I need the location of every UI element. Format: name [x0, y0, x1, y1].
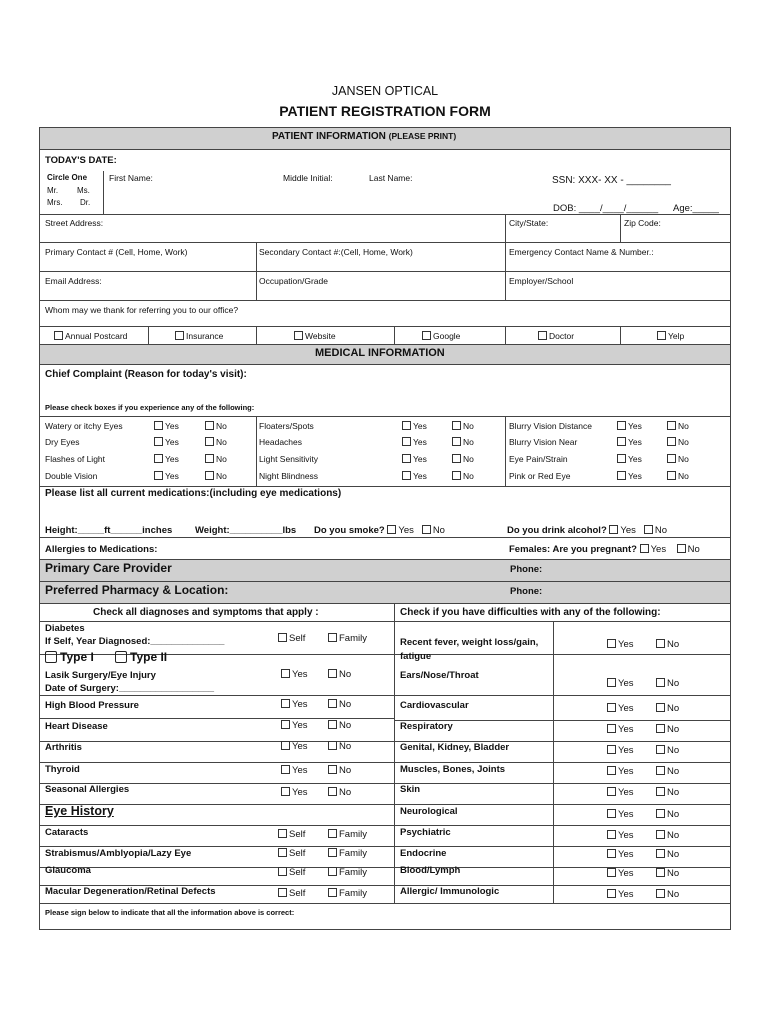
checkbox-icon [328, 633, 337, 642]
lasik-label: Lasik Surgery/Eye Injury [45, 670, 156, 681]
checkbox-icon [607, 868, 616, 877]
checkbox-icon [154, 421, 163, 430]
checkbox-icon [607, 849, 616, 858]
checkbox-icon [538, 331, 547, 340]
checkbox-icon [422, 525, 431, 534]
diabetes-self[interactable]: Self [278, 633, 305, 644]
smoke-question: Do you smoke? Yes No [314, 525, 445, 536]
middle-initial-field[interactable]: Middle Initial: [283, 173, 333, 183]
symptom-no-checkbox[interactable]: No [452, 454, 474, 465]
symptom-yes-checkbox[interactable]: Yes [617, 437, 642, 448]
diagnosis-label: Strabismus/Amblyopia/Lazy Eye [45, 848, 192, 859]
employer-field[interactable]: Employer/School [509, 276, 574, 286]
clinic-name: JANSEN OPTICAL [331, 84, 439, 98]
symptom-yes-checkbox[interactable]: Yes [154, 454, 179, 465]
checkbox-icon [205, 471, 214, 480]
diabetes-family[interactable]: Family [328, 633, 367, 644]
type1-option[interactable]: Type I [45, 651, 94, 663]
checkbox-icon [607, 889, 616, 898]
difficulty-label: Blood/Lymph [400, 865, 461, 876]
difficulty-no-checkbox[interactable]: No [656, 724, 679, 735]
checkbox-icon [278, 888, 287, 897]
difficulty-yes-checkbox[interactable]: Yes [607, 830, 634, 841]
checkbox-icon [278, 848, 287, 857]
difficulty-label: Ears/Nose/Throat [400, 670, 479, 681]
referral-google[interactable]: Google [422, 331, 460, 342]
difficulty-label: Genital, Kidney, Bladder [400, 742, 510, 753]
difficulty-yes-checkbox[interactable]: Yes [607, 678, 634, 689]
symptom-label: Dry Eyes [45, 437, 80, 447]
checkbox-icon [45, 651, 57, 663]
checkbox-icon [402, 437, 411, 446]
form-title: PATIENT REGISTRATION FORM [279, 103, 491, 119]
diagnosis-label: Cataracts [45, 827, 89, 838]
checkbox-icon [607, 703, 616, 712]
checkbox-icon [422, 331, 431, 340]
todays-date-label: TODAY'S DATE: [45, 155, 117, 166]
city-state-field[interactable]: City/State: [509, 218, 549, 228]
diagnosis-yes-checkbox[interactable]: Yes [281, 765, 308, 776]
checkbox-icon [278, 867, 287, 876]
difficulty-label: Psychiatric [400, 827, 451, 838]
checkbox-icon [656, 678, 665, 687]
lasik-yes[interactable]: Yes [281, 669, 308, 680]
checkbox-icon [617, 454, 626, 463]
eye-history-heading: Eye History [45, 804, 114, 818]
zip-code-field[interactable]: Zip Code: [624, 218, 661, 228]
alcohol-yes[interactable]: Yes [609, 525, 636, 536]
checkbox-icon [607, 766, 616, 775]
checkbox-icon [281, 669, 290, 678]
checkbox-icon [607, 809, 616, 818]
checkbox-icon [607, 724, 616, 733]
diabetes-label: Diabetes [45, 623, 85, 634]
checkbox-icon [667, 471, 676, 480]
checkbox-icon [656, 745, 665, 754]
symptom-label: Headaches [259, 437, 303, 447]
symptom-yes-checkbox[interactable]: Yes [154, 471, 179, 482]
diagnosis-self-checkbox[interactable]: Self [278, 848, 305, 859]
symptom-yes-checkbox[interactable]: Yes [154, 437, 179, 448]
difficulty-no-checkbox[interactable]: No [656, 703, 679, 714]
checkbox-icon [328, 669, 337, 678]
difficulty-yes-checkbox[interactable]: Yes [607, 787, 634, 798]
difficulty-no-checkbox[interactable]: No [656, 809, 679, 820]
checkbox-icon [656, 724, 665, 733]
diagnoses-header: Check all diagnoses and symptoms that apply : [93, 607, 319, 618]
checkbox-icon [609, 525, 618, 534]
checkbox-icon [281, 720, 290, 729]
checkbox-icon [402, 454, 411, 463]
diagnosis-label: Arthritis [45, 742, 82, 753]
pharmacy-phone-field[interactable]: Phone: [510, 586, 543, 597]
checkbox-icon [656, 766, 665, 775]
difficulty-yes-checkbox[interactable]: Yes [607, 703, 634, 714]
checkbox-icon [656, 787, 665, 796]
diagnosis-self-checkbox[interactable]: Self [278, 867, 305, 878]
email-field[interactable]: Email Address: [45, 276, 102, 286]
checkbox-icon [328, 720, 337, 729]
patient-info-title: PATIENT INFORMATION (PLEASE PRINT) [272, 131, 457, 142]
medical-info-title: MEDICAL INFORMATION [315, 347, 445, 359]
difficulty-label: Skin [400, 784, 421, 795]
occupation-field[interactable]: Occupation/Grade [259, 276, 328, 286]
checkbox-icon [607, 745, 616, 754]
difficulty-yes-checkbox[interactable]: Yes [607, 745, 634, 756]
title-ms[interactable]: Ms. [77, 186, 90, 195]
diagnosis-yes-checkbox[interactable]: Yes [281, 741, 308, 752]
checkbox-icon [657, 331, 666, 340]
difficulty-no-checkbox[interactable]: No [656, 745, 679, 756]
symptom-yes-checkbox[interactable]: Yes [402, 437, 427, 448]
checkbox-icon [205, 421, 214, 430]
difficulty-yes-checkbox[interactable]: Yes [607, 766, 634, 777]
dob-field[interactable]: DOB: ____/____/______ [553, 203, 659, 214]
diagnosis-self-checkbox[interactable]: Self [278, 888, 305, 899]
diabetes-year-field[interactable]: If Self, Year Diagnosed:______________ [45, 636, 225, 647]
checkbox-icon [452, 437, 461, 446]
symptom-label: Watery or itchy Eyes [45, 421, 123, 431]
checkbox-icon [617, 421, 626, 430]
checkbox-icon [617, 471, 626, 480]
referral-yelp[interactable]: Yelp [657, 331, 684, 342]
difficulty-yes-checkbox[interactable]: Yes [607, 868, 634, 879]
checkbox-icon [667, 437, 676, 446]
checkbox-icon [452, 454, 461, 463]
difficulty-no-checkbox[interactable]: No [656, 868, 679, 879]
checkbox-icon [281, 787, 290, 796]
checkbox-icon [452, 471, 461, 480]
symptom-no-checkbox[interactable]: No [667, 437, 689, 448]
checkbox-icon [452, 421, 461, 430]
last-name-field[interactable]: Last Name: [369, 173, 413, 183]
emergency-contact-field[interactable]: Emergency Contact Name & Number.: [509, 247, 654, 257]
checkbox-icon [607, 787, 616, 796]
checkbox-icon [175, 331, 184, 340]
title-dr[interactable]: Dr. [80, 198, 91, 207]
difficulty-yes-checkbox[interactable]: Yes [607, 724, 634, 735]
referral-website[interactable]: Website [294, 331, 336, 342]
lasik-no[interactable]: No [328, 669, 351, 680]
difficulty-label: Muscles, Bones, Joints [400, 764, 506, 775]
checkbox-icon [328, 867, 337, 876]
checkbox-icon [667, 421, 676, 430]
diagnosis-label: Thyroid [45, 764, 80, 775]
primary-contact-field[interactable]: Primary Contact # (Cell, Home, Work) [45, 247, 188, 257]
symptom-no-checkbox[interactable]: No [205, 454, 227, 465]
symptom-yes-checkbox[interactable]: Yes [154, 421, 179, 432]
checkbox-icon [656, 809, 665, 818]
symptom-label: Blurry Vision Near [509, 437, 578, 447]
checkbox-icon [656, 703, 665, 712]
pregnant-question: Females: Are you pregnant? Yes No [509, 544, 700, 555]
checkbox-icon [154, 471, 163, 480]
symptom-no-checkbox[interactable]: No [667, 421, 689, 432]
preferred-pharmacy-field[interactable]: Preferred Pharmacy & Location: [45, 583, 229, 597]
symptom-no-checkbox[interactable]: No [667, 454, 689, 465]
title-mrs[interactable]: Mrs. [47, 198, 63, 207]
diagnosis-label: Macular Degeneration/Retinal Defects [45, 886, 216, 897]
diagnosis-no-checkbox[interactable]: No [328, 741, 351, 752]
checkbox-icon [387, 525, 396, 534]
diagnosis-family-checkbox[interactable]: Family [328, 848, 367, 859]
checkbox-icon [640, 544, 649, 553]
checkbox-icon [644, 525, 653, 534]
referral-annual-postcard[interactable]: Annual Postcard [54, 331, 127, 342]
symptom-yes-checkbox[interactable]: Yes [402, 471, 427, 482]
diagnosis-no-checkbox[interactable]: No [328, 720, 351, 731]
diagnosis-label: Heart Disease [45, 721, 108, 732]
referral-doctor[interactable]: Doctor [538, 331, 574, 342]
diagnosis-no-checkbox[interactable]: No [328, 765, 351, 776]
secondary-contact-field[interactable]: Secondary Contact #:(Cell, Home, Work) [259, 247, 413, 257]
checkbox-icon [205, 454, 214, 463]
recent-fever-label: Recent fever, weight loss/gain, [400, 637, 539, 648]
diagnosis-family-checkbox[interactable]: Family [328, 888, 367, 899]
difficulty-no-checkbox[interactable]: No [656, 787, 679, 798]
symptom-no-checkbox[interactable]: No [205, 437, 227, 448]
symptom-label: Blurry Vision Distance [509, 421, 592, 431]
pregnant-no[interactable]: No [677, 544, 700, 555]
diagnosis-no-checkbox[interactable]: No [328, 787, 351, 798]
pcp-phone-field[interactable]: Phone: [510, 564, 543, 575]
checkbox-icon [154, 454, 163, 463]
difficulty-no-checkbox[interactable]: No [656, 849, 679, 860]
checkbox-icon [656, 889, 665, 898]
diagnosis-no-checkbox[interactable]: No [328, 699, 351, 710]
checkbox-icon [607, 639, 616, 648]
checkbox-icon [328, 848, 337, 857]
weight-field[interactable]: Weight:__________lbs [195, 525, 297, 536]
diagnosis-self-checkbox[interactable]: Self [278, 829, 305, 840]
checkbox-icon [607, 678, 616, 687]
height-field[interactable]: Height:_____ft______inches [45, 525, 173, 536]
symptom-label: Eye Pain/Strain [509, 454, 568, 464]
allergies-field[interactable]: Allergies to Medications: [45, 544, 158, 555]
symptom-no-checkbox[interactable]: No [205, 421, 227, 432]
checkbox-icon [656, 639, 665, 648]
difficulty-yes-checkbox[interactable]: Yes [607, 889, 634, 900]
checkbox-icon [205, 437, 214, 446]
difficulty-no-checkbox[interactable]: No [656, 678, 679, 689]
smoke-no[interactable]: No [422, 525, 445, 536]
diagnosis-family-checkbox[interactable]: Family [328, 829, 367, 840]
diagnosis-label: Glaucoma [45, 865, 91, 876]
checkbox-icon [54, 331, 63, 340]
chief-complaint-field[interactable]: Chief Complaint (Reason for today's visit): [45, 369, 247, 380]
checkbox-icon [281, 699, 290, 708]
difficulty-yes-checkbox[interactable]: Yes [607, 849, 634, 860]
ssn-field[interactable]: SSN: XXX- XX - ________ [552, 175, 671, 186]
signature-instruction: Please sign below to indicate that all the information above is correct: [45, 908, 295, 917]
checkbox-icon [278, 829, 287, 838]
first-name-field[interactable]: First Name: [109, 173, 153, 183]
checkbox-icon [617, 437, 626, 446]
symptom-yes-checkbox[interactable]: Yes [617, 421, 642, 432]
smoke-yes[interactable]: Yes [387, 525, 414, 536]
referral-question: Whom may we thank for referring you to our office? [45, 305, 239, 315]
checkbox-icon [328, 888, 337, 897]
checkbox-icon [677, 544, 686, 553]
diagnosis-label: Seasonal Allergies [45, 784, 130, 795]
circle-one-label: Circle One [47, 173, 88, 182]
difficulty-no-checkbox[interactable]: No [656, 830, 679, 841]
symptom-label: Light Sensitivity [259, 454, 319, 464]
symptom-no-checkbox[interactable]: No [452, 471, 474, 482]
difficulty-label: Neurological [400, 806, 458, 817]
diagnosis-yes-checkbox[interactable]: Yes [281, 787, 308, 798]
symptom-no-checkbox[interactable]: No [667, 471, 689, 482]
checkbox-icon [328, 787, 337, 796]
checkbox-icon [328, 699, 337, 708]
checkbox-icon [154, 437, 163, 446]
difficulty-no-checkbox[interactable]: No [656, 766, 679, 777]
checkbox-icon [656, 830, 665, 839]
checkbox-icon [328, 829, 337, 838]
checkbox-icon [607, 830, 616, 839]
checkbox-icon [402, 471, 411, 480]
symptom-label: Night Blindness [259, 471, 319, 481]
referral-insurance[interactable]: Insurance [175, 331, 223, 342]
difficulty-yes-checkbox[interactable]: Yes [607, 809, 634, 820]
checkbox-icon [278, 633, 287, 642]
checkbox-icon [656, 868, 665, 877]
checkbox-icon [281, 765, 290, 774]
difficulty-no-checkbox[interactable]: No [656, 889, 679, 900]
symptom-no-checkbox[interactable]: No [452, 421, 474, 432]
diagnosis-label: High Blood Pressure [45, 700, 139, 711]
checkbox-icon [656, 849, 665, 858]
symptom-no-checkbox[interactable]: No [205, 471, 227, 482]
fever-no[interactable]: No [656, 639, 679, 650]
difficulties-header: Check if you have difficulties with any of the following: [400, 607, 661, 618]
checkbox-icon [115, 651, 127, 663]
surgery-date-field[interactable]: Date of Surgery:__________________ [45, 683, 215, 694]
symptom-yes-checkbox[interactable]: Yes [617, 454, 642, 465]
age-field[interactable]: Age:_____ [673, 203, 719, 214]
symptom-label: Floaters/Spots [259, 421, 314, 431]
title-mr[interactable]: Mr. [47, 186, 59, 195]
symptom-label: Pink or Red Eye [509, 471, 571, 481]
alcohol-question: Do you drink alcohol? Yes No [507, 525, 667, 536]
pregnant-yes[interactable]: Yes [640, 544, 667, 555]
checkbox-icon [328, 741, 337, 750]
alcohol-no[interactable]: No [644, 525, 667, 536]
diagnosis-yes-checkbox[interactable]: Yes [281, 699, 308, 710]
symptom-yes-checkbox[interactable]: Yes [402, 454, 427, 465]
checkbox-icon [667, 454, 676, 463]
diagnosis-yes-checkbox[interactable]: Yes [281, 720, 308, 731]
check-boxes-instruction: Please check boxes if you experience any of the following: [45, 403, 255, 412]
checkbox-icon [294, 331, 303, 340]
symptom-no-checkbox[interactable]: No [452, 437, 474, 448]
symptom-label: Double Vision [45, 471, 98, 481]
fever-yes[interactable]: Yes [607, 639, 634, 650]
type2-option[interactable]: Type II [115, 651, 167, 663]
street-address-field[interactable]: Street Address: [45, 218, 104, 228]
checkbox-icon [402, 421, 411, 430]
difficulty-label: Endocrine [400, 848, 447, 859]
symptom-yes-checkbox[interactable]: Yes [402, 421, 427, 432]
checkbox-icon [328, 765, 337, 774]
checkbox-icon [281, 741, 290, 750]
difficulty-label: Allergic/ Immunologic [400, 886, 500, 897]
diagnosis-family-checkbox[interactable]: Family [328, 867, 367, 878]
difficulty-label: Respiratory [400, 721, 453, 732]
symptom-label: Flashes of Light [45, 454, 106, 464]
fatigue-label: fatigue [400, 651, 432, 662]
symptom-yes-checkbox[interactable]: Yes [617, 471, 642, 482]
medications-field[interactable]: Please list all current medications:(including eye medications) [45, 488, 342, 499]
difficulty-label: Cardiovascular [400, 700, 469, 711]
primary-care-provider-field[interactable]: Primary Care Provider [45, 561, 172, 575]
